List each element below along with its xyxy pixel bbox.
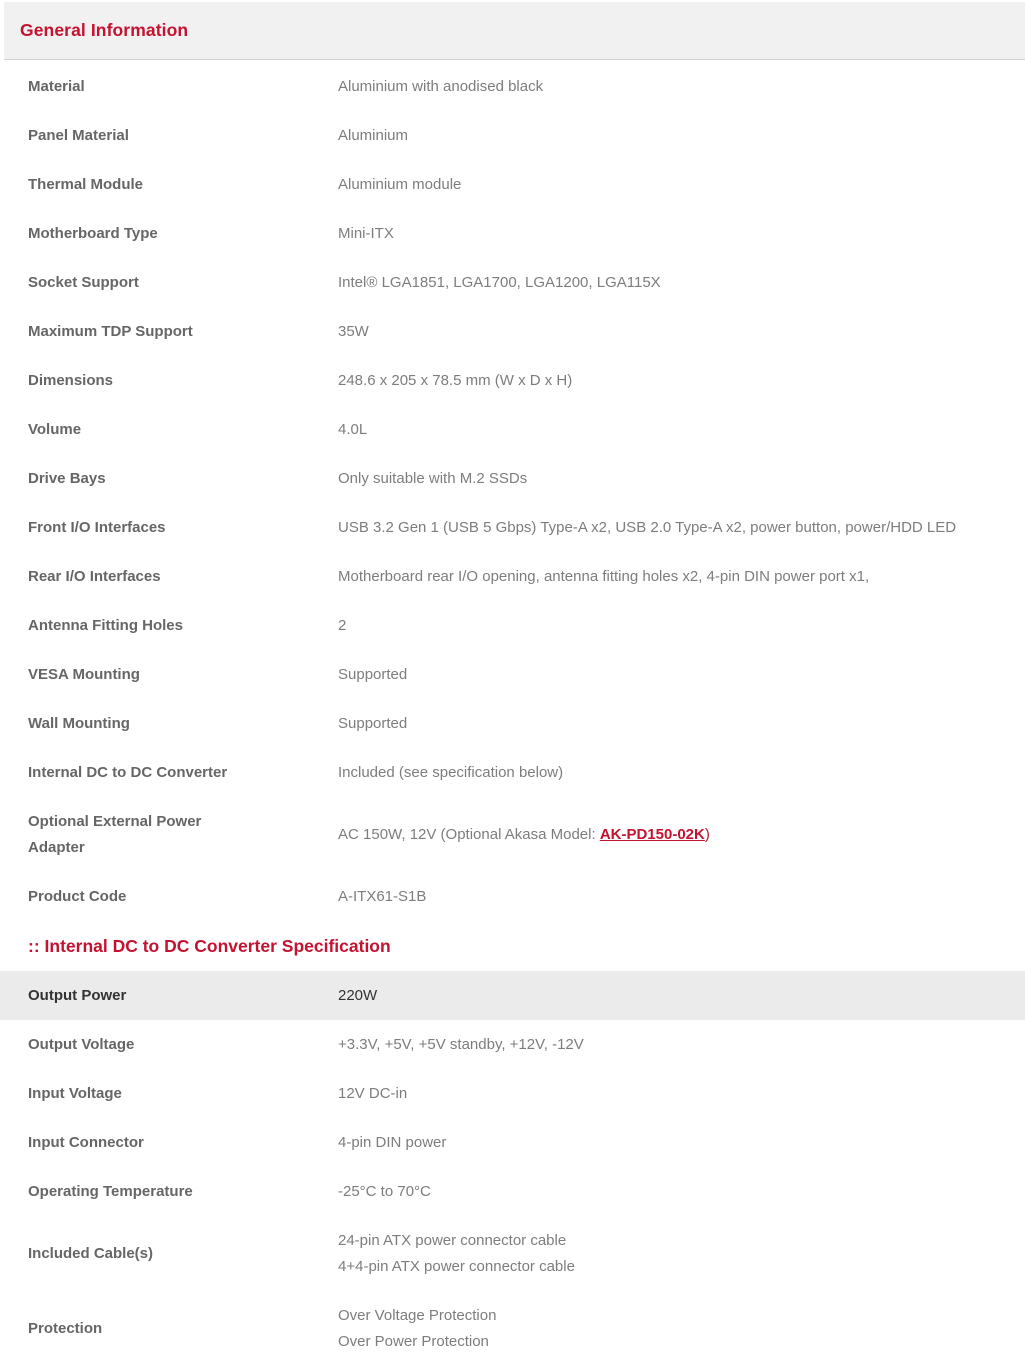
dc-converter-section-title: :: Internal DC to DC Converter Specification [28, 936, 391, 956]
general-information-table [0, 62, 1025, 921]
spec-value: 2 [338, 616, 347, 634]
spec-value-line-1: 24-pin ATX power connector cable [338, 1231, 567, 1249]
spec-value [338, 1303, 1025, 1355]
spec-row-optional-power-adapter [0, 797, 1025, 872]
spec-row-included-cables [0, 1216, 1025, 1291]
spec-row-front-io-interfaces [0, 503, 1025, 552]
spec-row-internal-dc-converter [0, 748, 1025, 797]
adapter-value-suffix: ) [704, 825, 710, 843]
spec-label: Protection [28, 1319, 103, 1337]
spec-value: 4-pin DIN power [338, 1133, 447, 1151]
spec-label: Antenna Fitting Holes [28, 616, 183, 634]
spec-row-thermal-module [0, 160, 1025, 209]
spec-label: Front I/O Interfaces [28, 518, 166, 536]
spec-value [338, 1228, 1025, 1280]
spec-label: Dimensions [28, 371, 114, 389]
spec-label: Optional External Power Adapter [28, 812, 202, 856]
spec-label: Input Voltage [28, 1084, 122, 1102]
spec-value-line-2: 4+4-pin ATX power connector cable [338, 1257, 575, 1275]
spec-row-wall-mounting [0, 699, 1025, 748]
spec-row-panel-material [0, 111, 1025, 160]
spec-row-vesa-mounting [0, 650, 1025, 699]
spec-value: 248.6 x 205 x 78.5 mm (W x D x H) [338, 371, 573, 389]
spec-value: 220W [338, 986, 378, 1004]
ak-pd150-02k-link[interactable]: AK-PD150-02K [599, 825, 705, 843]
spec-label: Rear I/O Interfaces [28, 567, 161, 585]
spec-label: Input Connector [28, 1133, 144, 1151]
spec-row-product-code [0, 872, 1025, 921]
spec-row-dimensions [0, 356, 1025, 405]
spec-value: Included (see specification below) [338, 763, 564, 781]
spec-label: Output Power [28, 986, 127, 1004]
spec-value: A-ITX61-S1B [338, 887, 427, 905]
general-information-title: General Information [20, 20, 189, 40]
spec-label: Panel Material [28, 126, 129, 144]
spec-label: Motherboard Type [28, 224, 158, 242]
spec-value-line-1: Over Voltage Protection [338, 1306, 497, 1324]
spec-value: Supported [338, 665, 408, 683]
spec-row-antenna-fitting-holes [0, 601, 1025, 650]
spec-label: Operating Temperature [28, 1182, 193, 1200]
spec-label: Wall Mounting [28, 714, 130, 732]
spec-value: 35W [338, 322, 369, 340]
dc-converter-table [0, 971, 1025, 1366]
spec-label: Maximum TDP Support [28, 322, 193, 340]
spec-row-volume [0, 405, 1025, 454]
spec-row-protection [0, 1291, 1025, 1366]
spec-value: Motherboard rear I/O opening, antenna fitting holes x2, 4-pin DIN power port x1, [338, 567, 870, 585]
spec-value: Only suitable with M.2 SSDs [338, 469, 528, 487]
spec-value: +3.3V, +5V, +5V standby, +12V, -12V [338, 1035, 584, 1053]
spec-value-line-2: Over Power Protection [338, 1332, 489, 1350]
spec-row-drive-bays [0, 454, 1025, 503]
spec-row-input-connector [0, 1118, 1025, 1167]
adapter-value-prefix: AC 150W, 12V (Optional Akasa Model: [338, 825, 600, 843]
spec-row-socket-support [0, 258, 1025, 307]
spec-label: VESA Mounting [28, 665, 140, 683]
spec-label: Thermal Module [28, 175, 144, 193]
spec-value: Supported [338, 714, 408, 732]
spec-row-operating-temperature [0, 1167, 1025, 1216]
spec-row-maximum-tdp-support [0, 307, 1025, 356]
spec-value: 12V DC-in [338, 1084, 408, 1102]
spec-value: Aluminium [338, 126, 409, 144]
spec-label: Included Cable(s) [28, 1244, 154, 1262]
spec-row-input-voltage [0, 1069, 1025, 1118]
spec-value [338, 822, 1025, 848]
spec-label: Material [28, 77, 85, 95]
spec-label: Internal DC to DC Converter [28, 763, 228, 781]
spec-page [0, 2, 1025, 1366]
spec-value: Aluminium module [338, 175, 462, 193]
spec-value: Intel® LGA1851, LGA1700, LGA1200, LGA115X [338, 273, 661, 291]
spec-row-motherboard-type [0, 209, 1025, 258]
spec-row-material [0, 62, 1025, 111]
spec-row-output-power [0, 971, 1025, 1020]
spec-value: Mini-ITX [338, 224, 394, 242]
spec-label: Socket Support [28, 273, 139, 291]
spec-row-output-voltage [0, 1020, 1025, 1069]
spec-label: Output Voltage [28, 1035, 135, 1053]
spec-label: Drive Bays [28, 469, 106, 487]
spec-row-rear-io-interfaces [0, 552, 1025, 601]
spec-value: 4.0L [338, 420, 368, 438]
spec-value: Aluminium with anodised black [338, 77, 544, 95]
general-information-header [4, 2, 1025, 60]
spec-label: Product Code [28, 887, 127, 905]
spec-value: USB 3.2 Gen 1 (USB 5 Gbps) Type-A x2, USB 2.0 Type-A x2, power button, power/HDD LED [338, 518, 957, 536]
spec-value: -25°C to 70°C [338, 1182, 431, 1200]
spec-label: Volume [28, 420, 82, 438]
